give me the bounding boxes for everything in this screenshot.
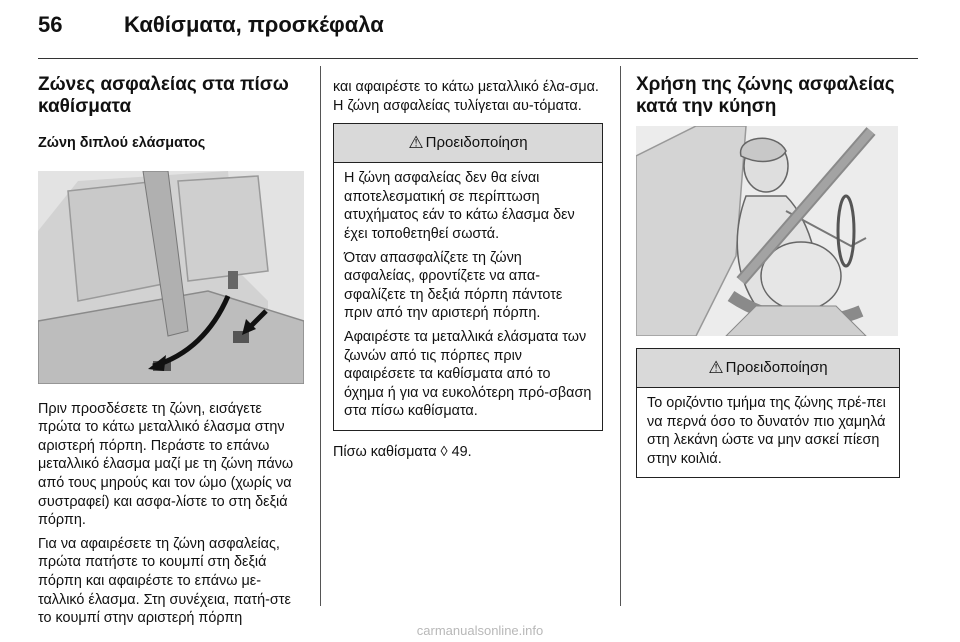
page-number: 56 [38,12,63,37]
seat-belt-buckle-image [38,171,304,384]
xref-text: Πίσω καθίσματα [333,443,437,460]
middle-column [333,78,603,467]
warning-box [636,348,900,478]
body-paragraph: Για να αφαιρέσετε τη ζώνη ασφαλείας, πρώτα πατήστε το κουμπί στη δεξιά πόρπη και αφαιρέστε το επάνω με-ταλλικό έλασμα. Στη συνέχεια, πατή-στε το κουμπί στην αριστερή πόρπη [38,535,291,627]
pregnant-driver-image [636,126,898,336]
page-title: Καθίσματα, προσκέφαλα [124,12,384,37]
warning-paragraph: Αφαιρέστε τα μεταλλικά ελάσματα των ζωνών από τις πόρπες πριν αφαιρέσετε τα καθίσματα από το όχημα ή για να ευκολότερη πρό-σβαση στα πίσω καθίσματα. [344,328,592,420]
warning-body [334,163,602,430]
warning-header [334,124,602,163]
column-divider [620,66,621,606]
warning-body [637,388,899,477]
warning-title: Προειδοποίηση [725,358,828,376]
warning-paragraph: Το οριζόντιο τμήμα της ζώνης πρέ-πει να περνά όσο το δυνατόν πιο χαμηλά στη λεκάνη ώστε να μην ασκεί πίεση στην κοιλιά. [647,395,886,467]
page-header [38,12,384,38]
pregnancy-seat-belt-illustration [636,126,898,336]
left-column [38,74,306,633]
warning-title: Προειδοποίηση [425,133,528,151]
xref-arrow-icon: ◊ [440,443,448,460]
body-paragraph: και αφαιρέστε το κάτω μεταλλικό έλα-σμα. Η ζώνη ασφαλείας τυλίγεται αυ-τόματα. [333,79,599,114]
watermark: carmanualsonline.info [416,623,544,638]
rear-seat-belt-illustration [38,171,304,384]
warning-box [333,123,603,431]
warning-triangle-icon: ⚠ [708,357,724,377]
column-divider [320,66,321,606]
cross-reference [333,443,603,462]
warning-paragraph: Όταν απασφαλίζετε τη ζώνη ασφαλείας, φροντίζετε να απα-σφαλίζετε τη δεξιά πόρπη πάντοτε πριν από την αριστερή πόρπη. [344,249,563,322]
warning-paragraph: Η ζώνη ασφαλείας δεν θα είναι αποτελεσματική σε περίπτωση ατυχήματος εάν το κάτω έλασμα δεν έχει τοποθετηθεί σωστά. [344,170,575,242]
header-rule [38,58,918,59]
sub-heading: Ζώνη διπλού ελάσματος [38,135,206,151]
section-heading: Χρήση της ζώνης ασφαλείας κατά την κύηση [636,74,895,117]
warning-header [637,349,899,388]
xref-page: 49. [451,443,472,460]
right-column [636,74,900,478]
body-paragraph: Πριν προσδέσετε τη ζώνη, εισάγετε πρώτα το κάτω μεταλλικό έλασμα στην αριστερή πόρπη. Περάστε το επάνω μεταλλικό έλασμα μαζί με τη ζώνη πάνω από τους μηρούς και τον ώμο (χωρίς να συστραφεί) και ασφα-λίστε το στη δεξιά πόρπη. [38,400,294,529]
section-heading: Ζώνες ασφαλείας στα πίσω καθίσματα [38,74,289,117]
warning-triangle-icon: ⚠ [408,132,424,152]
